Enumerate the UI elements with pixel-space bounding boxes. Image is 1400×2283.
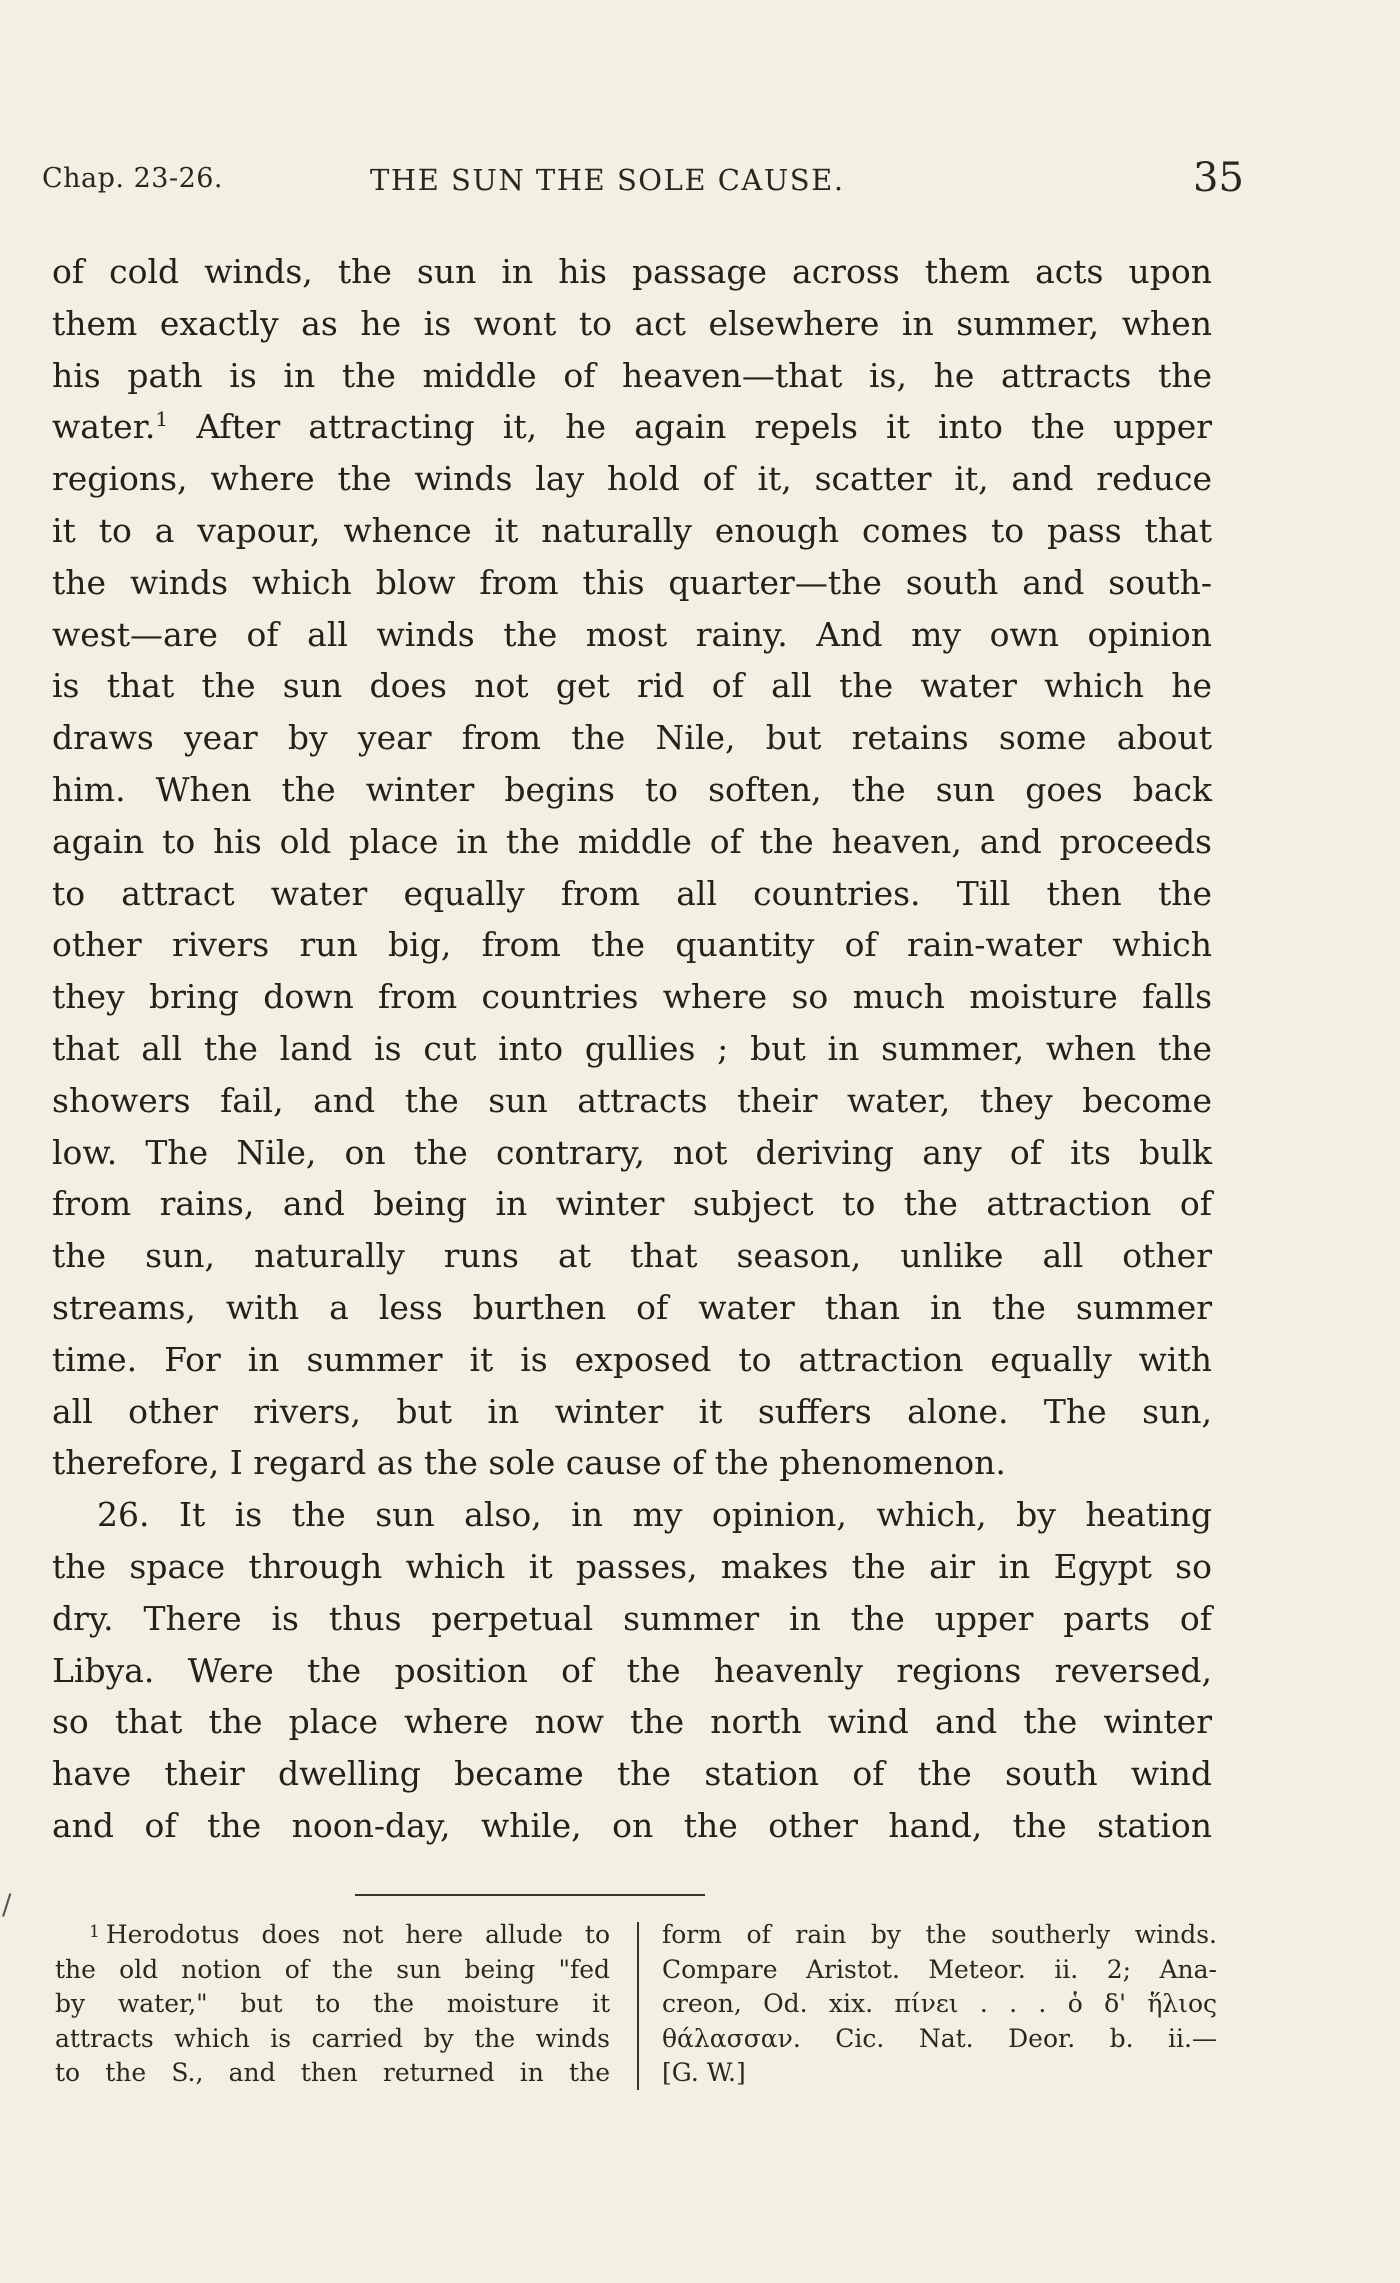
footnote-line: θάλασσαν. Cic. Nat. Deor. b. ii.— xyxy=(662,2023,1217,2053)
text-line: the sun, naturally runs at that season, unlike all other xyxy=(52,1236,1212,1276)
footnote-left-column xyxy=(55,1918,610,2091)
text-fragment: After attracting it, he again repels it into the upper xyxy=(196,407,1212,447)
text-line: of cold winds, the sun in his passage across them acts upon xyxy=(52,252,1212,291)
text-line: other rivers run big, from the quantity of rain-water which xyxy=(52,925,1212,965)
footnote-text: Herodotus does not here allude to xyxy=(105,1920,610,1949)
text-fragment: water. xyxy=(52,407,156,447)
footnote-line: form of rain by the southerly winds. xyxy=(662,1920,1217,1949)
footnote-reference: 1 xyxy=(155,407,169,432)
text-line: and of the noon-day, while, on the other hand, the station xyxy=(52,1805,1212,1845)
text-line: him. When the winter begins to soften, the sun goes back xyxy=(52,769,1212,809)
margin-mark: / xyxy=(2,1888,12,1921)
footnote-line: attracts which is carried by the winds xyxy=(55,2023,610,2053)
text-line: all other rivers, but in winter it suffers alone. The sun, xyxy=(52,1391,1212,1431)
text-line: have their dwelling became the station of the south wind xyxy=(52,1754,1212,1794)
text-line: them exactly as he is wont to act elsewhere in summer, when xyxy=(52,303,1212,343)
text-line: they bring down from countries where so much moisture falls xyxy=(52,977,1212,1017)
page-title: THE SUN THE SOLE CAUSE. xyxy=(370,163,845,197)
text-line: it to a vapour, whence it naturally enough comes to pass that xyxy=(52,510,1212,550)
main-text xyxy=(52,246,1212,1852)
text-line: showers fail, and the sun attracts their water, they become xyxy=(52,1080,1212,1120)
text-line: to attract water equally from all countries. Till then the xyxy=(52,873,1212,913)
text-line: so that the place where now the north wind and the winter xyxy=(52,1702,1212,1742)
text-line: that all the land is cut into gullies ; but in summer, when the xyxy=(52,1028,1212,1068)
footnote-line: the old notion of the sun being "fed xyxy=(55,1954,610,1984)
footnote-line: to the S., and then returned in the xyxy=(55,2058,610,2087)
text-line-with-footnote xyxy=(52,401,1212,453)
page-number: 35 xyxy=(1193,155,1244,201)
text-line: again to his old place in the middle of the heaven, and proceeds xyxy=(52,821,1212,861)
footnote-line: [G. W.] xyxy=(662,2058,746,2087)
footnote-line: creon, Od. xix. πίνει . . . ὁ δ' ἥλιος xyxy=(662,1989,1217,2018)
text-line: draws year by year from the Nile, but retains some about xyxy=(52,718,1212,758)
text-line: therefore, I regard as the sole cause of the phenomenon. xyxy=(52,1443,1006,1483)
text-line: time. For in summer it is exposed to attraction equally with xyxy=(52,1339,1212,1379)
text-line: low. The Nile, on the contrary, not deriving any of its bulk xyxy=(52,1132,1212,1172)
footnote-column-divider xyxy=(637,1922,639,2090)
footnote-right-column xyxy=(662,1918,1217,2091)
text-line: west—are of all winds the most rainy. And my own opinion xyxy=(52,614,1212,654)
footnote-line: by water," but to the moisture it xyxy=(55,1989,610,2018)
footnote-line xyxy=(55,1918,610,1953)
text-line: dry. There is thus perpetual summer in the upper parts of xyxy=(52,1598,1212,1638)
running-head xyxy=(0,155,1400,203)
footnote-marker: 1 xyxy=(89,1922,100,1942)
footnote-line: Compare Aristot. Meteor. ii. 2; Ana- xyxy=(662,1954,1217,1984)
text-line: is that the sun does not get rid of all the water which he xyxy=(52,666,1212,706)
chapter-range: Chap. 23-26. xyxy=(42,163,224,194)
text-line: streams, with a less burthen of water than in the summer xyxy=(52,1287,1212,1327)
text-line: the winds which blow from this quarter—the south and south- xyxy=(52,562,1212,602)
text-line: regions, where the winds lay hold of it, scatter it, and reduce xyxy=(52,459,1212,499)
text-line: his path is in the middle of heaven—that is, he attracts the xyxy=(52,355,1212,395)
text-line: from rains, and being in winter subject to the attraction of xyxy=(52,1184,1212,1224)
footnote-divider xyxy=(355,1894,705,1896)
text-line: the space through which it passes, makes the air in Egypt so xyxy=(52,1546,1212,1586)
text-line: Libya. Were the position of the heavenly regions reversed, xyxy=(52,1650,1212,1690)
text-line-paragraph-start: 26. It is the sun also, in my opinion, which, by heating xyxy=(97,1495,1212,1535)
